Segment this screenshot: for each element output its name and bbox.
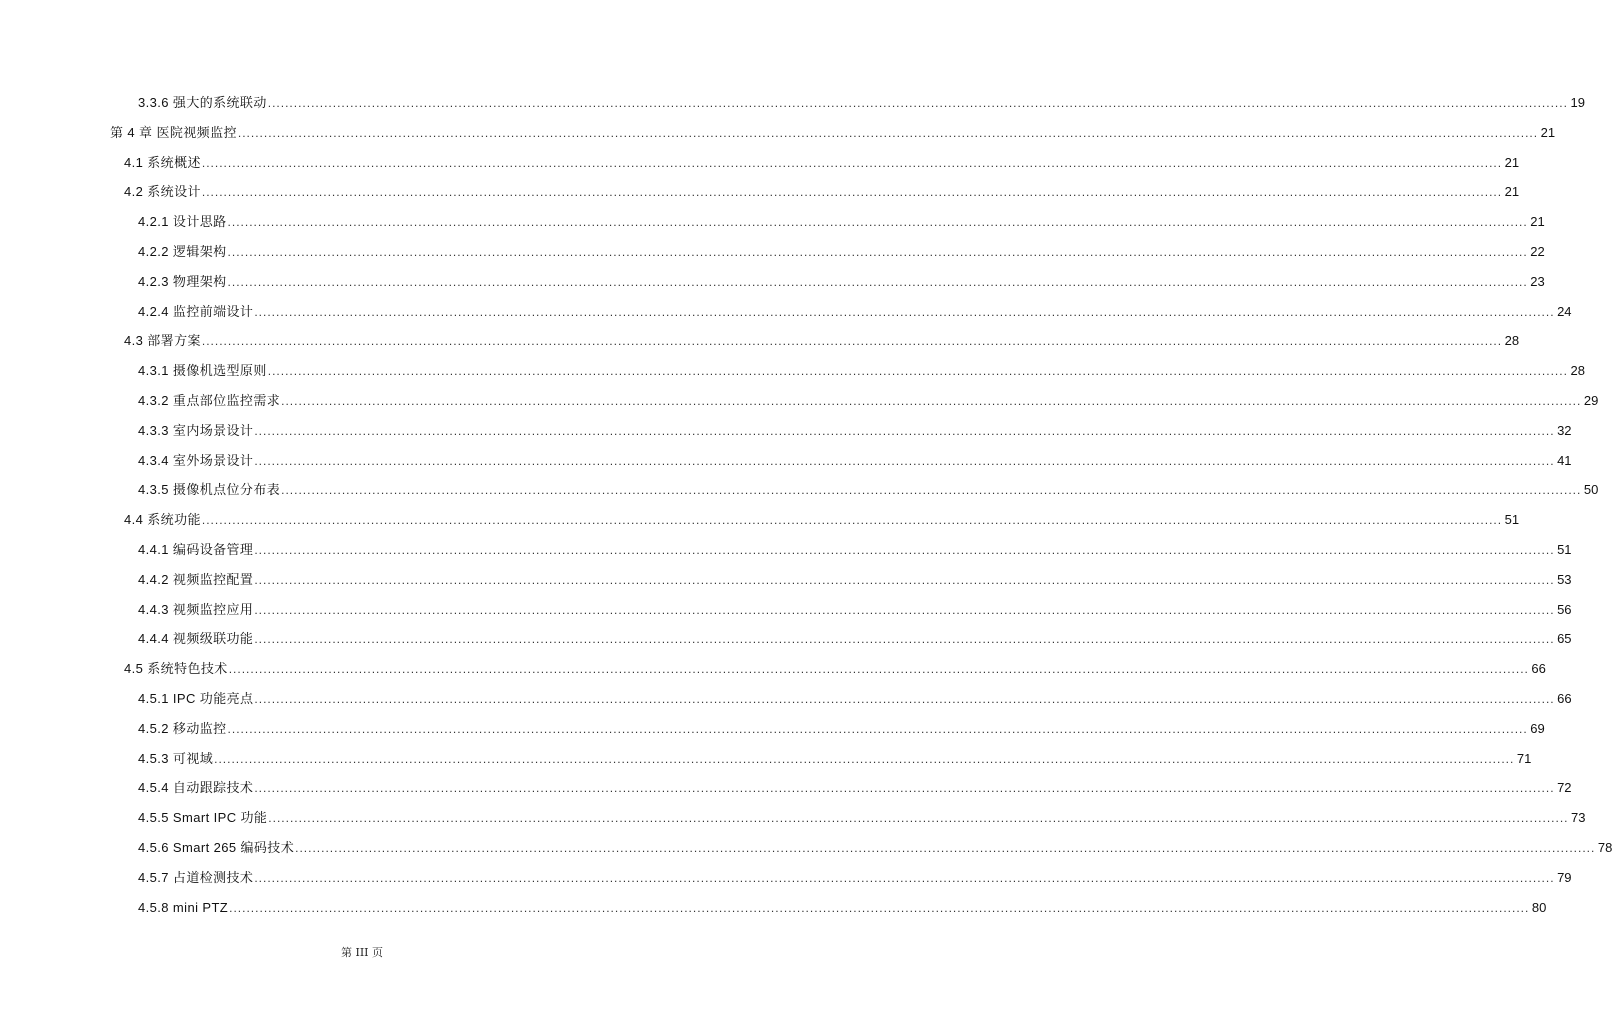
toc-entry-page-number: 50 xyxy=(1583,482,1599,497)
toc-dot-leader: ............................................................................................................................................................................................................................................................................................................ xyxy=(254,632,1555,646)
toc-entry[interactable] xyxy=(138,869,1572,887)
toc-dot-leader: ............................................................................................................................................................................................................................................................................................................ xyxy=(228,662,1529,676)
toc-entry-page-number: 29 xyxy=(1583,393,1599,408)
toc-dot-leader: ............................................................................................................................................................................................................................................................................................................ xyxy=(254,603,1555,617)
toc-entry-page-number: 21 xyxy=(1504,184,1520,199)
toc-dot-leader: ............................................................................................................................................................................................................................................................................................................ xyxy=(254,424,1555,438)
toc-entry[interactable] xyxy=(138,720,1545,738)
toc-dot-leader: ............................................................................................................................................................................................................................................................................................................ xyxy=(295,841,1596,855)
toc-dot-leader: ............................................................................................................................................................................................................................................................................................................ xyxy=(229,901,1530,915)
toc-entry-page-number: 72 xyxy=(1557,780,1572,795)
toc-entry-title: 4.5.6 Smart 265 编码技术 xyxy=(138,840,295,855)
toc-entry[interactable] xyxy=(138,541,1572,559)
toc-entry-page-number: 65 xyxy=(1557,631,1572,646)
toc-entry[interactable] xyxy=(124,154,1520,172)
toc-entry[interactable] xyxy=(124,183,1520,201)
toc-entry-page-number: 51 xyxy=(1504,512,1520,527)
toc-entry-title: 3.3.6 强大的系统联动 xyxy=(138,95,267,110)
toc-dot-leader: ............................................................................................................................................................................................................................................................................................................ xyxy=(214,752,1515,766)
toc-entry[interactable] xyxy=(138,809,1586,827)
toc-dot-leader: ............................................................................................................................................................................................................................................................................................................ xyxy=(254,305,1555,319)
toc-entry-title: 4.5.1 IPC 功能亮点 xyxy=(138,691,254,706)
toc-entry-page-number: 21 xyxy=(1540,125,1556,140)
toc-entry-page-number: 73 xyxy=(1571,810,1586,825)
toc-entry-title: 4.5.2 移动监控 xyxy=(138,721,227,736)
toc-entry-title: 4.2.2 逻辑架构 xyxy=(138,244,227,259)
toc-entry[interactable] xyxy=(138,362,1585,380)
toc-entry-title: 4.3.2 重点部位监控需求 xyxy=(138,393,281,408)
toc-dot-leader: ............................................................................................................................................................................................................................................................................................................ xyxy=(254,543,1555,557)
toc-entry-page-number: 32 xyxy=(1557,423,1572,438)
toc-entry-page-number: 28 xyxy=(1504,333,1520,348)
toc-entry-page-number: 69 xyxy=(1530,721,1545,736)
toc-entry[interactable] xyxy=(138,750,1532,768)
toc-entry[interactable] xyxy=(124,511,1520,529)
toc-entry-title: 4.2 系统设计 xyxy=(124,184,201,199)
toc-dot-leader: ............................................................................................................................................................................................................................................................................................................ xyxy=(268,811,1569,825)
toc-entry[interactable] xyxy=(110,124,1556,142)
toc-dot-leader: ............................................................................................................................................................................................................................................................................................................ xyxy=(254,692,1555,706)
toc-entry[interactable] xyxy=(138,899,1547,917)
toc-dot-leader: ............................................................................................................................................................................................................................................................................................................ xyxy=(267,364,1568,378)
toc-entry[interactable] xyxy=(138,571,1572,589)
toc-entry[interactable] xyxy=(138,839,1612,857)
toc-dot-leader: ............................................................................................................................................................................................................................................................................................................ xyxy=(267,96,1568,110)
toc-entry-title: 4.4.2 视频监控配置 xyxy=(138,572,254,587)
toc-entry-title: 4.2.1 设计思路 xyxy=(138,214,227,229)
toc-entry[interactable] xyxy=(138,243,1545,261)
toc-entry[interactable] xyxy=(138,392,1599,410)
toc-entry-title: 4.4 系统功能 xyxy=(124,512,201,527)
toc-entry[interactable] xyxy=(138,422,1572,440)
toc-entry-page-number: 80 xyxy=(1531,900,1547,915)
toc-entry-title: 4.3.1 摄像机选型原则 xyxy=(138,363,267,378)
toc-entry-page-number: 66 xyxy=(1557,691,1572,706)
toc-entry-page-number: 41 xyxy=(1557,453,1572,468)
toc-dot-leader: ............................................................................................................................................................................................................................................................................................................ xyxy=(254,573,1555,587)
toc-entry[interactable] xyxy=(138,481,1599,499)
toc-entry-title: 4.5 系统特色技术 xyxy=(124,661,228,676)
toc-entry-page-number: 24 xyxy=(1557,304,1572,319)
toc-entry-title: 4.5.4 自动跟踪技术 xyxy=(138,780,254,795)
toc-entry-title: 4.3.4 室外场景设计 xyxy=(138,453,254,468)
toc-entry-page-number: 51 xyxy=(1557,542,1572,557)
toc-dot-leader: ............................................................................................................................................................................................................................................................................................................ xyxy=(281,483,1582,497)
toc-dot-leader: ............................................................................................................................................................................................................................................................................................................ xyxy=(227,275,1528,289)
toc-entry-title: 4.3 部署方案 xyxy=(124,333,201,348)
toc-entry[interactable] xyxy=(138,779,1572,797)
toc-entry-page-number: 21 xyxy=(1530,214,1545,229)
toc-entry-title: 4.5.3 可视域 xyxy=(138,751,214,766)
toc-entry-title: 4.4.3 视频监控应用 xyxy=(138,602,254,617)
toc-entry-title: 4.1 系统概述 xyxy=(124,155,201,170)
toc-dot-leader: ............................................................................................................................................................................................................................................................................................................ xyxy=(254,871,1555,885)
toc-entry-title: 4.3.5 摄像机点位分布表 xyxy=(138,482,281,497)
toc-entry[interactable] xyxy=(138,690,1572,708)
toc-dot-leader: ............................................................................................................................................................................................................................................................................................................ xyxy=(201,513,1503,527)
toc-entry-page-number: 53 xyxy=(1557,572,1572,587)
toc-dot-leader: ............................................................................................................................................................................................................................................................................................................ xyxy=(254,454,1555,468)
toc-dot-leader: ............................................................................................................................................................................................................................................................................................................ xyxy=(237,126,1539,140)
toc-entry-page-number: 71 xyxy=(1516,751,1532,766)
toc-entry-page-number: 23 xyxy=(1530,274,1545,289)
toc-entry-page-number: 19 xyxy=(1570,95,1585,110)
toc-dot-leader: ............................................................................................................................................................................................................................................................................................................ xyxy=(201,334,1503,348)
toc-entry-title: 4.5.7 占道检测技术 xyxy=(138,870,254,885)
toc-entry[interactable] xyxy=(138,630,1572,648)
toc-entry-page-number: 28 xyxy=(1570,363,1585,378)
toc-entry[interactable] xyxy=(138,452,1572,470)
toc-entry[interactable] xyxy=(138,273,1545,291)
toc-entry-title: 第 4 章 医院视频监控 xyxy=(110,125,237,140)
toc-entry-title: 4.5.8 mini PTZ xyxy=(138,900,229,915)
toc-dot-leader: ............................................................................................................................................................................................................................................................................................................ xyxy=(227,722,1528,736)
toc-entry-page-number: 21 xyxy=(1504,155,1520,170)
toc-dot-leader: ............................................................................................................................................................................................................................................................................................................ xyxy=(201,185,1503,199)
toc-entry[interactable] xyxy=(124,332,1520,350)
toc-entry-page-number: 66 xyxy=(1531,661,1546,676)
toc-entry[interactable] xyxy=(138,213,1545,231)
toc-entry-page-number: 79 xyxy=(1557,870,1572,885)
page-footer xyxy=(0,944,724,960)
toc-entry-page-number: 56 xyxy=(1557,602,1572,617)
toc-entry-page-number: 22 xyxy=(1530,244,1545,259)
toc-entry-title: 4.4.4 视频级联功能 xyxy=(138,631,254,646)
toc-dot-leader: ............................................................................................................................................................................................................................................................................................................ xyxy=(281,394,1582,408)
toc-entry-page-number: 78 xyxy=(1597,840,1612,855)
toc-entry-title: 4.2.4 监控前端设计 xyxy=(138,304,254,319)
toc-entry[interactable] xyxy=(138,303,1572,321)
toc-entry[interactable] xyxy=(124,660,1546,678)
toc-entry-title: 4.4.1 编码设备管理 xyxy=(138,542,254,557)
toc-entry-title: 4.3.3 室内场景设计 xyxy=(138,423,254,438)
toc-dot-leader: ............................................................................................................................................................................................................................................................................................................ xyxy=(227,215,1528,229)
toc-entry-title: 4.2.3 物理架构 xyxy=(138,274,227,289)
toc-entry[interactable] xyxy=(138,94,1585,112)
toc-dot-leader: ............................................................................................................................................................................................................................................................................................................ xyxy=(254,781,1555,795)
toc-dot-leader: ............................................................................................................................................................................................................................................................................................................ xyxy=(227,245,1528,259)
toc-entry[interactable] xyxy=(138,601,1572,619)
toc-dot-leader: ............................................................................................................................................................................................................................................................................................................ xyxy=(201,156,1503,170)
page-number-label: 第 III 页 xyxy=(340,946,384,959)
toc-entry-title: 4.5.5 Smart IPC 功能 xyxy=(138,810,268,825)
